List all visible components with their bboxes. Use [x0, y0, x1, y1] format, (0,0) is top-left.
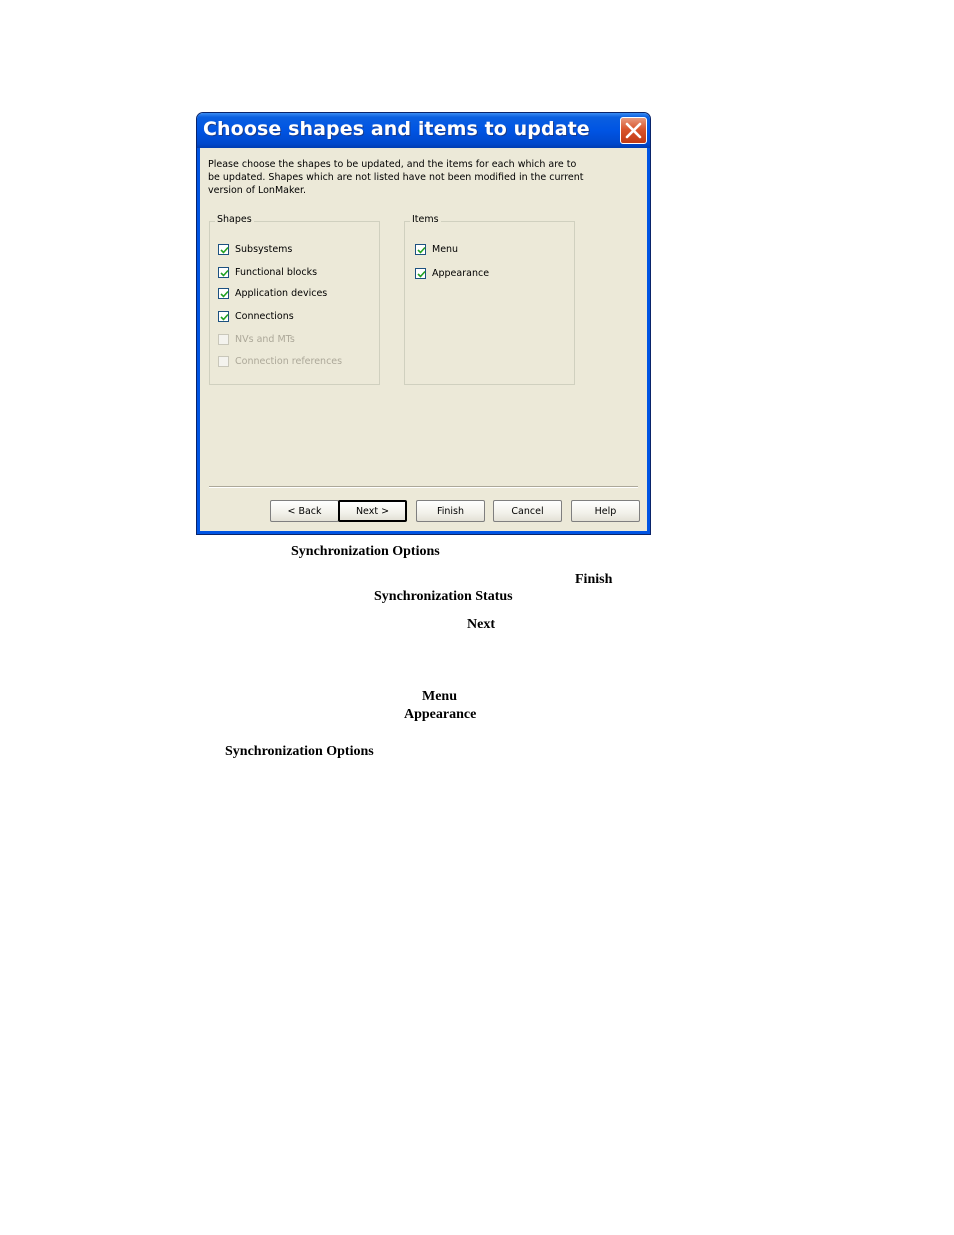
checkbox-box	[218, 356, 229, 367]
checkbox-menu[interactable]	[415, 242, 458, 256]
items-legend: Items	[412, 214, 439, 225]
checkmark-icon	[220, 246, 229, 255]
checkmark-icon	[220, 290, 229, 299]
next-button[interactable]: Next >	[338, 500, 407, 522]
checkmark-icon	[417, 270, 426, 279]
items-groupbox	[404, 214, 575, 385]
checkmark-icon	[220, 269, 229, 278]
doc-text-sync-options: Synchronization Options	[291, 544, 440, 559]
doc-text-next: Next	[467, 617, 495, 632]
title-bar[interactable]	[197, 113, 650, 148]
checkbox-label: Connections	[235, 310, 294, 322]
cancel-button[interactable]: Cancel	[493, 500, 562, 522]
dialog-description: Please choose the shapes to be updated, and the items for each which are to be updated. Shapes which are not listed have not been modified in the current version of LonMaker.	[208, 159, 584, 196]
window-frame-left	[197, 148, 200, 534]
doc-text-sync-status: Synchronization Status	[374, 589, 513, 604]
doc-text-finish: Finish	[575, 572, 613, 587]
checkmark-icon	[220, 313, 229, 322]
window-frame-right	[647, 148, 650, 534]
checkbox-subsystems[interactable]	[218, 242, 292, 256]
close-icon	[624, 121, 643, 140]
checkbox-box[interactable]	[218, 311, 229, 322]
finish-button[interactable]: Finish	[416, 500, 485, 522]
checkbox-label: Functional blocks	[235, 266, 318, 278]
checkbox-functional-blocks[interactable]	[218, 265, 317, 279]
back-button[interactable]: < Back	[270, 500, 339, 522]
checkbox-label: Application devices	[235, 287, 328, 299]
checkbox-nvs-and-mts	[218, 332, 295, 346]
checkbox-connections[interactable]	[218, 309, 294, 323]
checkbox-label: Subsystems	[235, 243, 293, 255]
checkmark-icon	[417, 246, 426, 255]
checkbox-appearance[interactable]	[415, 266, 489, 280]
checkbox-box[interactable]	[218, 244, 229, 255]
doc-text-sync-options-2: Synchronization Options	[225, 744, 374, 759]
doc-text-appearance: Appearance	[404, 707, 477, 722]
shapes-groupbox	[209, 214, 380, 385]
window-frame-bottom	[197, 531, 650, 534]
checkbox-box[interactable]	[415, 268, 426, 279]
help-button[interactable]: Help	[571, 500, 640, 522]
checkbox-label: Appearance	[432, 267, 490, 279]
checkbox-connection-references	[218, 354, 342, 368]
checkbox-box	[218, 334, 229, 345]
checkbox-application-devices[interactable]	[218, 286, 327, 300]
checkbox-label: Connection references	[235, 355, 343, 367]
dialog-title: Choose shapes and items to update	[203, 118, 590, 140]
choose-shapes-dialog	[196, 112, 651, 535]
shapes-legend: Shapes	[217, 214, 252, 225]
checkbox-box[interactable]	[415, 244, 426, 255]
close-button[interactable]	[620, 117, 647, 144]
checkbox-label: Menu	[432, 243, 459, 255]
doc-text-menu: Menu	[422, 689, 457, 704]
checkbox-box[interactable]	[218, 288, 229, 299]
checkbox-label: NVs and MTs	[235, 333, 295, 345]
checkbox-box[interactable]	[218, 267, 229, 278]
button-separator	[209, 486, 638, 488]
